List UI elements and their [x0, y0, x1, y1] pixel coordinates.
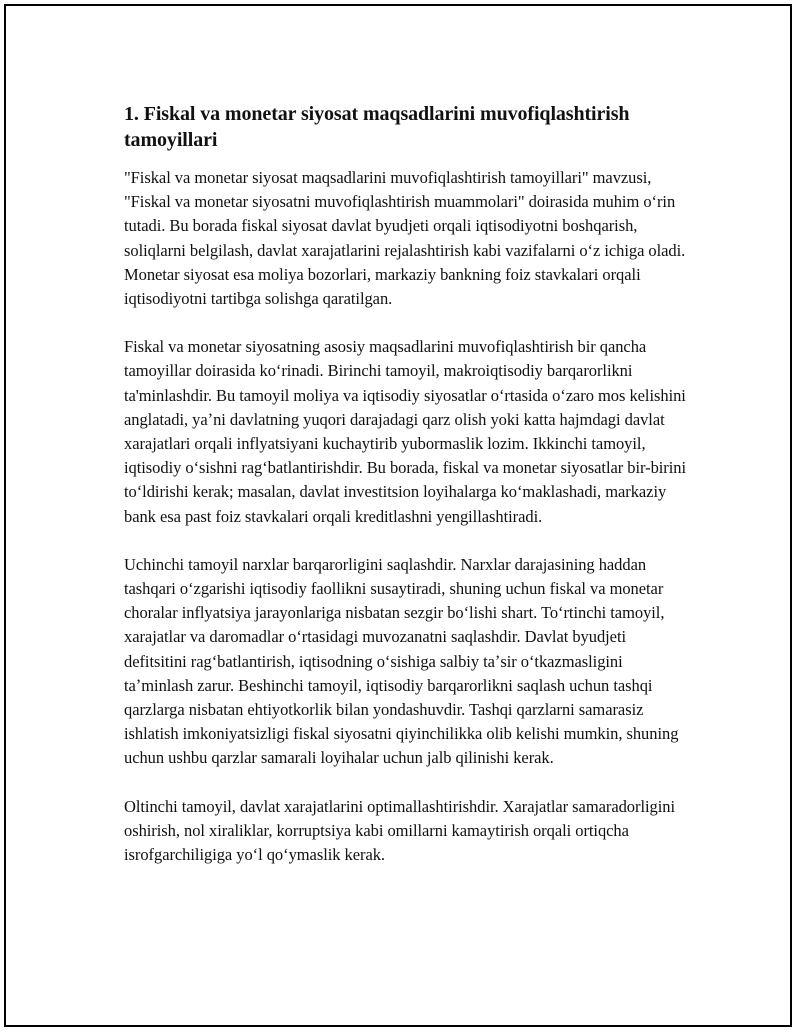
paragraph-4: Oltinchi tamoyil, davlat xarajatlarini optimallashtirishdir. Xarajatlar samaradorligini oshirish, nol xiraliklar, korruptsiya kabi omillarni kamaytirish orqali ortiqcha isrofgarchiligiga yoʻl qoʻymaslik kerak.: [124, 796, 675, 865]
document-body: [124, 101, 690, 891]
paragraph-2: Fiskal va monetar siyosatning asosiy maqsadlarini muvofiqlashtirish bir qancha tamoyillar doirasida koʻrinadi. Birinchi tamoyil, makroiqtisodiy barqarorlikni ta'minlashdir. Bu tamoyil moliya va iqtisodiy siyosatlar oʻrtasida oʻzaro mos kelishini anglatadi, yaʼni davlatning yuqori darajadagi qarz olish yoki katta hajmdagi davlat xarajatlari orqali inflyatsiyani kuchaytirib yubormaslik lozim. Ikkinchi tamoyil, iqtisodiy oʻsishni ragʻbatlantirishdir. Bu borada, fiskal va monetar siyosatlar bir-birini toʻldirishi kerak; masalan, davlat investitsion loyihalarga koʻmaklashadi, markaziy bank esa past foiz stavkalari orqali kreditlashni yengillashtiradi.: [124, 337, 687, 526]
paragraph-3: Uchinchi tamoyil narxlar barqarorligini saqlashdir. Narxlar darajasining haddan tashqari oʻzgarishi iqtisodiy faollikni susaytiradi, shuning uchun fiskal va monetar choralar inflyatsiya jarayonlariga nisbatan sezgir boʻlishi shart. Toʻrtinchi tamoyil, xarajatlar va daromadlar oʻrtasidagi muvozanatni saqlashdir. Davlat byudjeti defitsitini ragʻbatlantirish, iqtisodning oʻsishiga salbiy taʼsir oʻtkazmasligini taʼminlash zarur. Beshinchi tamoyil, iqtisodiy barqarorlikni saqlash uchun tashqi qarzlarga nisbatan ehtiyotkorlik bilan yondashuvdir. Tashqi qarzlarni samarasiz ishlatish imkoniyatsizligi fiskal siyosatni qiyinchilikka olib kelishi mumkin, shuning uchun ushbu qarzlar samarali loyihalar uchun jalb qilinishi kerak.: [124, 554, 679, 768]
page-frame: [4, 4, 792, 1027]
paragraph-1: "Fiskal va monetar siyosat maqsadlarini muvofiqlashtirish tamoyillari" mavzusi, "Fiskal va monetar siyosatni muvofiqlashtirish muammolari" doirasida muhim oʻrin tutadi. Bu borada fiskal siyosat davlat byudjeti orqali iqtisodiyotni boshqarish, soliqlarni belgilash, davlat xarajatlarini rejalashtirish kabi vazifalarni oʻz ichiga oladi. Monetar siyosat esa moliya bozorlari, markaziy bankning foiz stavkalari orqali iqtisodiyotni tartibga solishga qaratilgan.: [124, 168, 686, 309]
section-heading: 1. Fiskal va monetar siyosat maqsadlarini muvofiqlashtirish tamoyillari: [124, 103, 630, 151]
